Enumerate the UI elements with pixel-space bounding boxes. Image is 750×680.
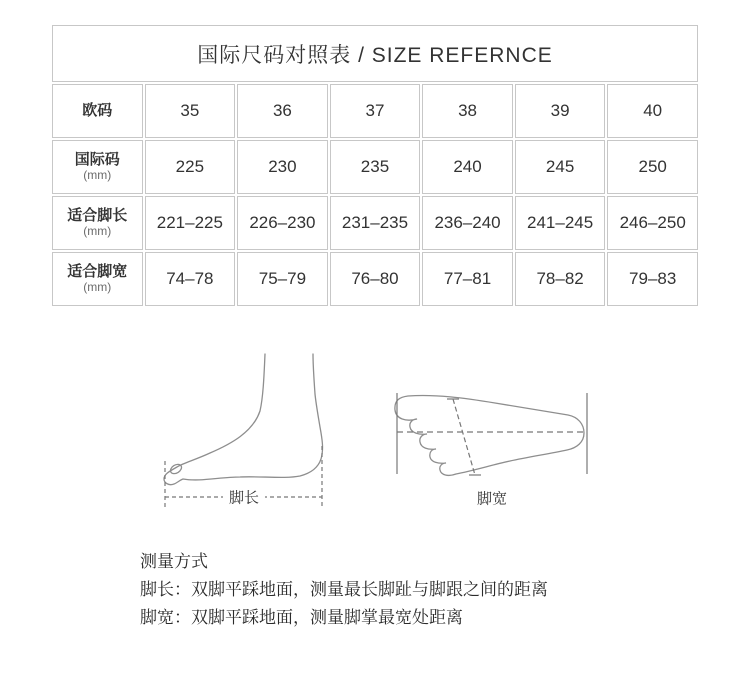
table-cell: 79–83 xyxy=(607,252,698,306)
table-cell: 245 xyxy=(515,140,606,194)
table-cell: 226–230 xyxy=(237,196,328,250)
row-header-eu-size xyxy=(52,84,143,138)
table-cell: 250 xyxy=(607,140,698,194)
table-row-foot-length xyxy=(52,196,698,250)
table-cell: 240 xyxy=(422,140,513,194)
note-foot-length: 脚长：双脚平踩地面，测量最长脚趾与脚跟之间的距离 xyxy=(140,580,548,599)
table-cell: 76–80 xyxy=(330,252,421,306)
foot-length-diagram xyxy=(130,350,370,520)
row-label: 国际码 xyxy=(74,150,120,168)
table-cell: 231–235 xyxy=(330,196,421,250)
foot-width-diagram xyxy=(380,370,620,520)
table-cell: 40 xyxy=(607,84,698,138)
width-measure-dashed-line xyxy=(453,399,475,475)
table-row-eu-size xyxy=(52,84,698,138)
table-cell: 35 xyxy=(145,84,236,138)
foot-side-outline xyxy=(164,354,323,485)
foot-length-label: 脚长 xyxy=(223,487,265,508)
measurement-notes xyxy=(140,548,630,632)
row-header-foot-width xyxy=(52,252,143,306)
table-cell: 241–245 xyxy=(515,196,606,250)
table-cell: 75–79 xyxy=(237,252,328,306)
table-cell: 236–240 xyxy=(422,196,513,250)
table-title-row xyxy=(52,25,698,82)
row-unit: (mm) xyxy=(83,168,112,183)
table-cell: 246–250 xyxy=(607,196,698,250)
table-cell: 78–82 xyxy=(515,252,606,306)
table-title: 国际尺码对照表 / SIZE REFERNCE xyxy=(52,25,698,82)
table-cell: 37 xyxy=(330,84,421,138)
row-label: 适合脚宽 xyxy=(67,262,128,280)
row-unit: (mm) xyxy=(83,280,112,295)
table-cell: 39 xyxy=(515,84,606,138)
foot-width-label: 脚宽 xyxy=(471,488,513,509)
foot-top-outline xyxy=(395,395,584,475)
table-row-foot-width xyxy=(52,252,698,306)
table-cell: 230 xyxy=(237,140,328,194)
table-cell: 225 xyxy=(145,140,236,194)
row-header-intl-size xyxy=(52,140,143,194)
table-cell: 235 xyxy=(330,140,421,194)
table-cell: 74–78 xyxy=(145,252,236,306)
row-label: 适合脚长 xyxy=(67,206,128,224)
table-cell: 77–81 xyxy=(422,252,513,306)
table-row-intl-size xyxy=(52,140,698,194)
row-header-foot-length xyxy=(52,196,143,250)
table-cell: 221–225 xyxy=(145,196,236,250)
table-cell: 38 xyxy=(422,84,513,138)
row-label: 欧码 xyxy=(82,102,113,120)
note-foot-width: 脚宽：双脚平踩地面，测量脚掌最宽处距离 xyxy=(140,608,463,627)
notes-heading: 测量方式 xyxy=(140,552,208,571)
row-unit: (mm) xyxy=(83,224,112,239)
table-cell: 36 xyxy=(237,84,328,138)
size-chart-table xyxy=(50,23,700,308)
